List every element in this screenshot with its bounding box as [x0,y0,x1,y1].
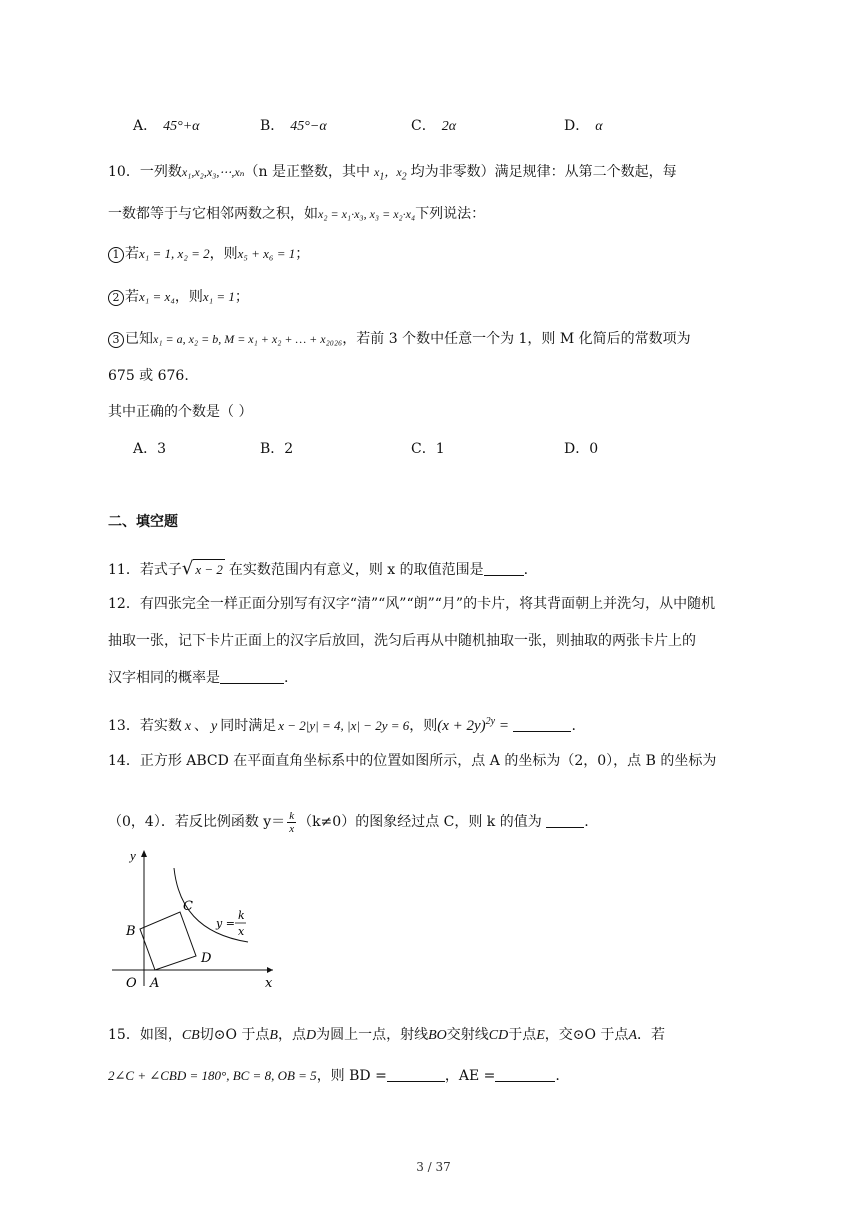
page-number: 3 / 37 [416,1160,451,1174]
answer-blank[interactable] [546,813,584,828]
text: 于点 [508,1027,537,1043]
formula: x₅ + x₆ = 1 [237,246,296,261]
text: 一数都等于与它相邻两数之积，如 [108,206,318,222]
text: ； [295,246,310,262]
q15-line-2 [108,1066,560,1086]
option-text: α [595,119,603,134]
q9-option-d [564,116,603,137]
text: . [571,718,576,734]
formula: x₁,x₂,x₃,⋯,xₙ [181,165,245,179]
curve-label: y = [216,917,235,930]
text: 11．若式子 [108,562,182,578]
formula: x − 2|y| = 4, |x| − 2y = 6 [278,718,410,733]
q10-line-2 [108,204,485,224]
q12-line-1: 12．有四张完全一样正面分别写有汉字“清”“风”“朗”“月”的卡片，将其背面朝上并洗匀，从中随机 [108,596,716,612]
y-axis-arrow [141,850,147,857]
label-c: C [183,899,193,914]
text: 15．如图， [108,1027,182,1043]
circled-number: 2 [108,290,124,306]
q10-statement-1 [108,244,309,264]
text: 若 [125,246,139,262]
q15-line-1: 15．如图，CB切⊙O 于点B，点D为圆上一点，射线BO交射线CD于点E，交⊙O 于点A．若 [108,1027,665,1043]
text: . [555,1068,560,1084]
formula: x₂ = x₁·x₃, x₃ = x₂·x₄ [318,207,416,221]
text: 10．一列数 [108,164,182,180]
option-label: B． [260,118,285,134]
text: ，则 BD = [316,1068,387,1084]
q10-option-c: C．1 [411,441,445,457]
text: 同时满足 [220,718,277,734]
text: . [523,562,529,578]
q10-statement-3-cont: 675 或 676. [108,368,189,384]
label-y: y [130,848,136,863]
answer-blank[interactable] [513,717,571,732]
text: 已知 [125,331,153,347]
label-x: x [265,976,273,991]
text: 下列说法： [415,206,486,222]
text: 交射线 [446,1027,489,1043]
q9-option-c [411,116,456,137]
answer-blank[interactable] [220,669,284,684]
text: 汉字相同的概率是 [108,670,220,686]
formula: x₁ = x₄ [139,289,175,304]
formula: x₁ = a, x₂ = b, M = x₁ + x₂ + … + x₂₀₂₆ [153,332,343,346]
text: 均为非零数）满足规律：从第二个数起，每 [410,164,677,180]
text: ； [234,289,249,305]
text: ，交⊙O 于点 [544,1027,629,1043]
answer-blank-bd[interactable] [387,1067,445,1082]
text: （k≠0）的图象经过点 C，则 k 的值为 [298,814,542,830]
text: 为圆上一点，射线 [316,1027,429,1043]
text: 切⊙O 于点 [199,1027,270,1043]
text: 在实数范围内有意义，则 x 的取值范围是 [228,562,484,578]
q13: 13．若实数 x 、 y 同时满足 x − 2|y| = 4, |x| − 2y = 6，则$(x + 2y)^{2y}$ = . [108,716,576,734]
q12-line-2: 抽取一张，记下卡片正面上的汉字后放回，洗匀后再从中随机抽取一张，则抽取的两张卡片上的 [108,633,696,649]
q10-line-1: 10．一列数x₁,x₂,x₃,⋯,xₙ（n 是正整数，其中 $x_1$，$x_2$ 均为非零数）满足规律：从第二个数起，每 [108,164,677,183]
text: . [284,670,289,686]
text: （0，4）．若反比例函数 y＝ [108,814,286,830]
q11: 11．若式子√ x − 2 在实数范围内有意义，则 x 的取值范围是 . [108,558,529,579]
label-a: A [150,976,160,991]
text: （n 是正整数，其中 [244,164,370,180]
formula: x₁ = 1, x₂ = 2 [139,246,210,261]
text: ，则 [409,718,438,734]
circled-number: 1 [108,247,124,263]
text: 13．若实数 [108,718,182,734]
label-o: O [126,976,137,991]
x-axis-arrow [267,967,273,973]
q10-question: 其中正确的个数是（ ） [108,404,253,420]
text: ，点 [277,1027,306,1043]
text: 若 [125,289,139,305]
curve-label-den: x [238,925,245,938]
q9-option-a [133,116,200,137]
label-b: B [126,924,136,939]
q14-line-2: （0，4）．若反比例函数 y＝ $\frac{k}{x}$ （k≠0）的图象经过点 C，则 k 的值为 . [108,809,589,835]
q9-option-b [260,116,327,137]
option-text: 45°+α [163,119,200,134]
square-abcd [140,912,196,970]
answer-blank[interactable] [484,561,524,576]
section-title: 二、填空题 [108,514,178,530]
text: ，则 [209,246,238,262]
circled-number: 3 [108,332,124,348]
coordinate-figure [108,846,278,991]
q14-line-1: 14．正方形 ABCD 在平面直角坐标系中的位置如图所示，点 A 的坐标为（2，0），点 B 的坐标为 [108,753,717,769]
option-text: 45°−α [290,119,327,134]
q10-option-a: A．3 [133,441,167,457]
option-text: 2α [441,119,457,134]
text: . [584,814,589,830]
formula: x₁ = 1 [202,289,235,304]
answer-blank-ae[interactable] [495,1067,555,1082]
q10-option-d: D．0 [564,441,599,457]
text: ．若 [637,1027,665,1043]
q10-statement-2 [108,287,249,307]
q10-statement-3 [108,329,691,349]
formula: 2∠C + ∠CBD = 180°, BC = 8, OB = 5 [108,1068,317,1083]
q12-line-3 [108,668,288,688]
curve-label-num: k [238,909,245,922]
option-label: D． [564,118,590,134]
option-label: C． [411,118,436,134]
label-d: D [201,951,212,966]
text: ，则 [174,289,203,305]
text: ，AE = [444,1068,496,1084]
option-label: A． [133,118,158,134]
text: ，若前 3 个数中任意一个为 1，则 M 化简后的常数项为 [342,331,691,347]
q10-option-b: B．2 [260,441,294,457]
